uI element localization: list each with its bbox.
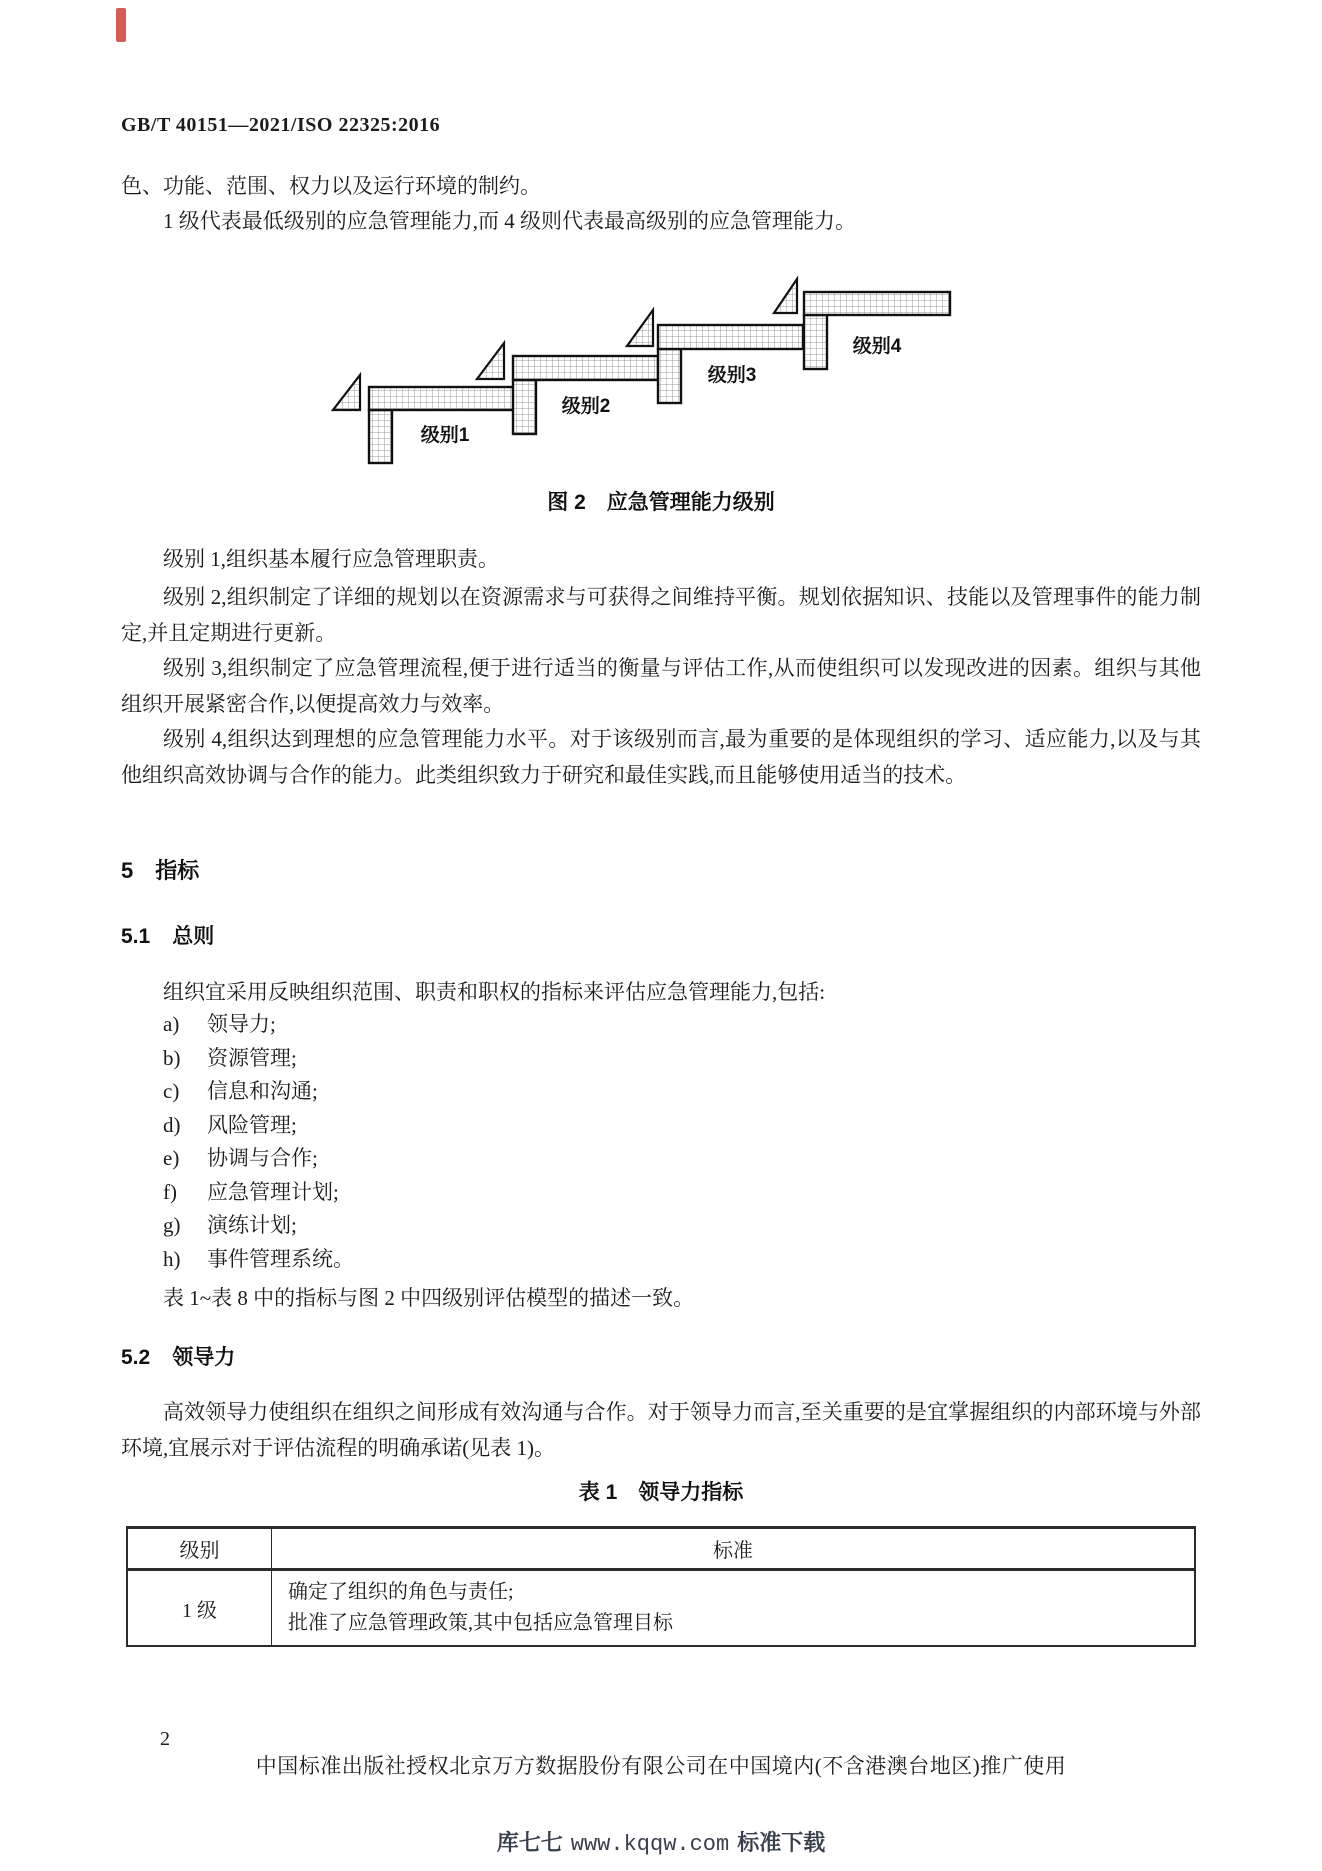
list-item-text: 演练计划; bbox=[207, 1213, 297, 1237]
figure-caption: 图 2 应急管理能力级别 bbox=[547, 491, 775, 514]
watermark-site-name: 库七七 bbox=[496, 1830, 563, 1855]
list-item-marker: g) bbox=[163, 1213, 181, 1237]
step2-label: 级别2 bbox=[561, 396, 611, 417]
step1-horizontal-bar bbox=[369, 387, 515, 410]
list-item-marker: f) bbox=[163, 1179, 177, 1204]
figure-capability-levels bbox=[315, 268, 975, 473]
level4-paragraph: 级别 4,组织达到理想的应急管理能力水平。对于该级别而言,最为重要的是体现组织的学习、适应能力,以及与其他组织高效协调与合作的能力。此类组织致力于研究和最佳实践,而且能够使用适当的技术。 bbox=[121, 727, 1201, 787]
section-5-2-heading bbox=[121, 1341, 235, 1371]
list-item-marker: b) bbox=[163, 1045, 181, 1070]
table-row bbox=[128, 1571, 1194, 1645]
step4-label: 级别4 bbox=[852, 336, 902, 357]
section-5-2-number: 5.2 bbox=[121, 1346, 151, 1369]
watermark-url: www.kqqw.com bbox=[570, 1832, 730, 1857]
cell-level: 1 级 bbox=[128, 1571, 272, 1645]
list-item-text: 领导力; bbox=[207, 1012, 276, 1036]
step1-triangle-icon bbox=[333, 375, 360, 410]
step1-label: 级别1 bbox=[420, 425, 470, 446]
list-item bbox=[163, 1075, 1063, 1109]
table-1-caption: 表 1 领导力指标 bbox=[578, 1481, 744, 1504]
criteria-line: 批准了应急管理政策,其中包括应急管理目标 bbox=[288, 1612, 673, 1634]
publisher-authorization-line: 中国标准出版社授权北京万方数据股份有限公司在中国境内(不含港澳台地区)推广使用 bbox=[255, 1754, 1067, 1778]
step4-triangle-icon bbox=[774, 279, 797, 313]
step1-vertical-bar bbox=[369, 410, 392, 463]
criteria-line: 确定了组织的角色与责任; bbox=[288, 1581, 514, 1603]
standard-code: GB/T 40151—2021/ISO 22325:2016 bbox=[121, 114, 441, 136]
indicator-list bbox=[163, 1008, 1063, 1276]
step3-label: 级别3 bbox=[707, 365, 757, 386]
list-item-marker: e) bbox=[163, 1146, 180, 1170]
list-item bbox=[163, 1109, 1063, 1143]
step3-vertical-bar bbox=[658, 349, 681, 403]
list-item-marker: c) bbox=[163, 1079, 180, 1103]
table-1 bbox=[126, 1526, 1196, 1647]
list-item-text: 信息和沟通; bbox=[207, 1079, 318, 1103]
step3-triangle-icon bbox=[627, 310, 653, 346]
section-5-2-body: 高效领导力使组织在组织之间形成有效沟通与合作。对于领导力而言,至关重要的是宜掌握组织的内部环境与外部环境,宜展示对于评估流程的明确承诺(见表 1)。 bbox=[121, 1400, 1201, 1460]
level1-paragraph: 级别 1,组织基本履行应急管理职责。 bbox=[163, 547, 499, 571]
step3-horizontal-bar bbox=[658, 325, 803, 349]
level3-paragraph: 级别 3,组织制定了应急管理流程,便于进行适当的衡量与评估工作,从而使组织可以发现改进的因素。组织与其他组织开展紧密合作,以便提高效力与效率。 bbox=[121, 656, 1201, 716]
section-5-heading bbox=[121, 854, 199, 885]
section-5-2-title: 领导力 bbox=[172, 1346, 236, 1369]
page-number: 2 bbox=[160, 1728, 170, 1750]
list-item-text: 风险管理; bbox=[207, 1112, 297, 1137]
column-header-criteria: 标准 bbox=[713, 1540, 753, 1562]
column-header-level: 级别 bbox=[128, 1529, 272, 1568]
section-5-1-heading bbox=[121, 920, 214, 950]
list-item bbox=[163, 1209, 1063, 1243]
level2-paragraph: 级别 2,组织制定了详细的规划以在资源需求与可获得之间维持平衡。规划依据知识、技能以及管理事件的能力制定,并且定期进行更新。 bbox=[121, 585, 1201, 645]
step4-horizontal-bar bbox=[804, 292, 950, 315]
list-item-text: 协调与合作; bbox=[207, 1146, 318, 1170]
list-item bbox=[163, 1176, 1063, 1210]
list-item-marker: a) bbox=[163, 1012, 180, 1036]
watermark-suffix: 标准下载 bbox=[737, 1830, 826, 1855]
list-item-marker: d) bbox=[163, 1112, 181, 1137]
list-item bbox=[163, 1042, 1063, 1076]
step4-vertical-bar bbox=[804, 315, 827, 369]
red-stamp-mark bbox=[116, 8, 126, 42]
cell-criteria bbox=[272, 1571, 1194, 1645]
site-watermark bbox=[0, 1826, 1322, 1857]
list-item-text: 应急管理计划; bbox=[207, 1179, 339, 1204]
section-5-1-number: 5.1 bbox=[121, 925, 151, 948]
list-item-marker: h) bbox=[163, 1246, 181, 1271]
intro-line-1: 色、功能、范围、权力以及运行环境的制约。 bbox=[121, 174, 541, 198]
step2-triangle-icon bbox=[477, 343, 504, 379]
step2-horizontal-bar bbox=[513, 356, 658, 380]
section-5-1-intro: 组织宜采用反映组织范围、职责和职权的指标来评估应急管理能力,包括: bbox=[163, 980, 826, 1004]
list-item-text: 资源管理; bbox=[207, 1045, 297, 1070]
list-item-text: 事件管理系统。 bbox=[207, 1246, 354, 1271]
list-item bbox=[163, 1243, 1063, 1277]
step2-vertical-bar bbox=[513, 380, 536, 434]
intro-line-2: 1 级代表最低级别的应急管理能力,而 4 级则代表最高级别的应急管理能力。 bbox=[163, 209, 856, 233]
list-item bbox=[163, 1008, 1063, 1042]
section-5-title: 指标 bbox=[155, 858, 200, 883]
list-item bbox=[163, 1142, 1063, 1176]
table-header-row bbox=[128, 1529, 1194, 1571]
section-5-1-title: 总则 bbox=[172, 925, 215, 948]
tables-note: 表 1~表 8 中的指标与图 2 中四级别评估模型的描述一致。 bbox=[163, 1286, 695, 1310]
section-5-number: 5 bbox=[121, 858, 134, 883]
